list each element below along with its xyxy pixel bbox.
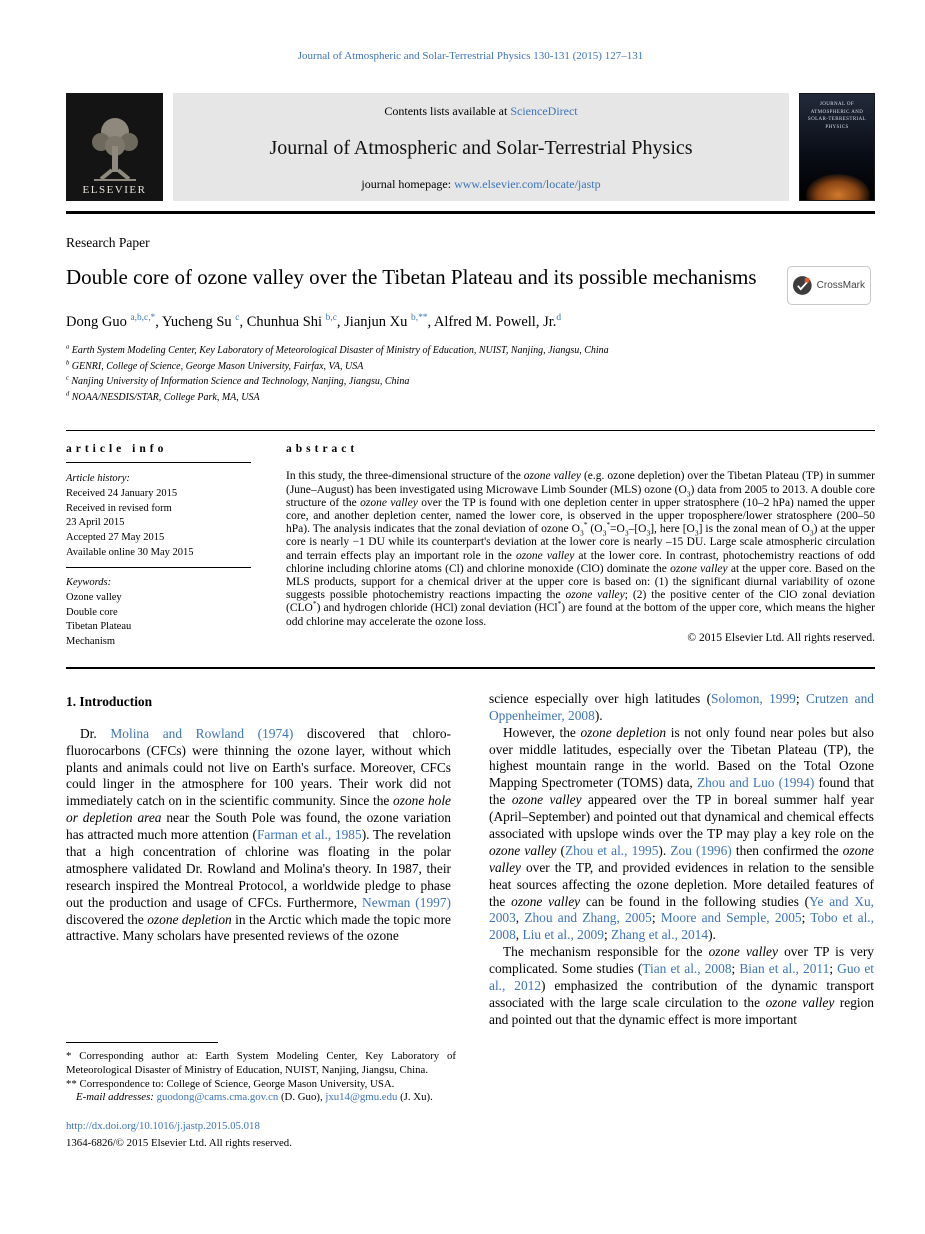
article-info-header: article info [66,443,168,456]
crossmark-label: CrossMark [816,280,865,291]
elsevier-logo-label: ELSEVIER [82,184,147,196]
link[interactable]: Liu et al., 2009 [522,927,604,943]
link[interactable]: d [556,313,562,324]
divider [66,462,251,463]
info-section-bottom-divider [66,667,875,669]
link[interactable]: Guo et al., 2012 [489,961,874,993]
link[interactable]: Newman (1997) [362,894,451,910]
link[interactable]: Zou (1996) [670,842,732,858]
abstract-copyright: © 2015 Elsevier Ltd. All rights reserved. [687,631,875,644]
article-body [66,691,875,1029]
article-title: Double core of ozone valley over the Tibetan Plateau and its possible mechanisms [66,265,757,289]
footnote-divider [66,1042,218,1043]
abstract-column [286,443,875,650]
body-paragraph: science especially over high latitudes (Solomon, 1999; Crutzen and Oppenheimer, 2008). [489,690,874,723]
body-column-left [66,691,451,1029]
history-line: 23 April 2015 [66,517,125,529]
keyword: Double core [66,606,118,618]
info-abstract-section [66,431,875,650]
link[interactable]: Tobo et al., 2008 [489,910,874,943]
link[interactable]: Tian et al., 2008 [642,961,732,977]
contents-line: Contents lists available at ScienceDirect [384,104,578,118]
affiliation-item: $^c$ Nanjing University of Information Science and Technology, Nanjing, Jiangsu, China [66,374,410,388]
link[interactable]: Solomon, 1999 [711,690,796,706]
keyword: Tibetan Plateau [66,621,132,633]
link[interactable]: Bian et al., 2011 [739,961,830,977]
link[interactable]: Zhou et al., 1995 [564,842,659,858]
link[interactable]: c [235,313,240,324]
history-line: Available online 30 May 2015 [66,546,194,558]
title-row [66,264,875,291]
history-line: Received in revised form [66,502,172,514]
body-paragraph: However, the ozone depletion is not only found near poles but also over middle latitudes, especially over the Tibetan Plateau (TP), the highest mountain range in the world. Based on the Total Ozone Mapping Spectrometer (TOMS) data, Zhou and Luo (1994) found that the ozone valley appeared over the TP in boreal summer half year (April–September) and pointed out that dynamical and chemical effects associated with upslope winds over the TP may play a key role on the ozone valley (Zhou et al., 1995). Zou (1996) then confirmed the ozone valley over the TP, and provided evidences in relation to the sensible heat sources affecting the ozone depletion. More detailed features of the ozone valley can be found in the following studies (Ye and Xu, 2003, Zhou and Zhang, 2005; Moore and Semple, 2005; Tobo et al., 2008, Liu et al., 2009; Zhang et al., 2014). [489,724,875,943]
journal-cover [799,93,875,201]
crossmark-badge[interactable] [787,266,871,305]
article-type-label: Research Paper [66,235,150,250]
authors-line: Dong Guo $^{a,b,c,*}$, Yucheng Su $^c$, Chunhua Shi $^{b,c}$, Jianjun Xu $^{b,**}$, Alfred M. Powell, Jr.$^d$ [66,313,562,331]
article-history [66,472,251,560]
abstract-text: In this study, the three-dimensional structure of the ozone valley (e.g. ozone depletion) over the Tibetan Plateau (TP) in summer (June–August) has been investigated using Microwave Limb Sounder (MLS) ozone $(O_3)$ data from 2005 to 2013. A double core structure of the ozone valley over the TP is found with one depletion center in upper stratosphere (10–2 hPa) named the upper core, and another depletion center, named the lower core, is observed in the upper troposphere/lower stratosphere (200–50 hPa). The analysis indicates that the zonal deviation of ozone $O_3^*$ ($O_3^*=O_3-[O_3]$, here $[O_3]$ is the zonal mean of $O_3$) at the upper core is nearly −1 DU while its counterpart's deviation at the lower core is nearly –15 DU. Large scale atmospheric circulation and terrain effects play an important role in the ozone valley at the lower core. In contrast, photochemistry reactions of odd chlorine including chlorine atoms (Cl) and chlorine monoxide (ClO) dominate the ozone valley at the upper core. Based on the MLS products, support for a chemical driver at the upper core is based on: (1) the significant diurnal variability of ozone suggests possible photochemistry reactions impacting the ozone valley; (2) the positive center of the ClO zonal deviation (CLO*) and hydrogen chloride (HCl) zonal deviation (HCl*) are found at the bottom of the upper core, which means the higher odd chlorine may accelerate the ozone loss. [286,470,875,628]
issn-copyright-line: 1364-6826/© 2015 Elsevier Ltd. All rights reserved. [66,1137,292,1150]
affiliation-item: $^b$ GENRI, College of Science, George Mason University, Fairfax, VA, USA [66,359,364,372]
section-heading-introduction: 1. Introduction [66,693,153,709]
affiliation-item: $^a$ Earth System Modeling Center, Key Laboratory of Meteorological Disaster of Ministry of Education, NUIST, Nanjing, Jiangsu, China [66,343,609,357]
divider [66,567,251,568]
link[interactable]: Zhang et al., 2014 [611,927,709,943]
intro-paragraph: Dr. Molina and Rowland (1974) discovered that chloro-fluorocarbons (CFCs) were thinning the ozone layer, without which plants and animals could not live on Earth's surface. Moreover, CFCs could linger in the atmosphere for 100 years. Their work did not immediately catch on in the scientific community. Since the ozone hole or depletion area near the South Pole was found, the ozone variation has attracted much more attention (Farman et al., 1985). The revelation that a high concentration of chlorine was floating in the polar atmosphere validated Dr. Rowland and Molina's theory. In 1987, their research inspired the Montreal Protocol, a worldwide pledge to phase out the production and usage of CFCs. Furthermore, Newman (1997) discovered the ozone depletion in the Arctic which made the topic more attractive. Many scholars have presented reviews of the ozone [66,725,451,944]
keywords-label: Keywords: [66,577,112,589]
affiliations [66,343,875,405]
history-line: Accepted 27 May 2015 [66,532,165,544]
masthead-divider [66,211,875,214]
sciencedirect-link[interactable]: ScienceDirect [510,104,578,118]
link[interactable]: Molina and Rowland (1974) [110,725,294,741]
keyword: Ozone valley [66,592,122,604]
corresponding-author-note: * Corresponding author at: Earth System Modeling Center, Key Laboratory of Meteorological Disaster of Ministry of Education, NUIST, Nanjing, Jiangsu, China. [66,1050,456,1076]
elsevier-tree-icon [88,112,142,182]
footnote-block [66,1042,456,1151]
journal-citation[interactable]: Journal of Atmospheric and Solar-Terrestrial Physics 130-131 (2015) 127–131 [297,50,644,62]
abstract-header: abstract [286,443,359,456]
link[interactable]: Farman et al., 1985 [256,827,362,843]
article-info-column [66,443,251,650]
email-addresses-line: E-mail addresses: guodong@cams.cma.gov.cn (D. Guo), jxu14@gmu.edu (J. Xu). [76,1091,433,1104]
masthead-banner [173,93,789,201]
link[interactable]: jxu14@gmu.edu [325,1091,398,1104]
cover-globe-image [806,174,870,201]
link[interactable]: b,c [325,313,337,324]
correspondence-note: ** Correspondence to: College of Science, George Mason University, USA. [66,1077,395,1090]
journal-homepage-link[interactable]: www.elsevier.com/locate/jastp [454,177,601,191]
elsevier-logo [66,93,163,201]
doi-block [66,1120,456,1151]
link[interactable]: Crutzen and Oppenheimer, 2008 [489,690,874,723]
link[interactable]: Ye and Xu, 2003 [489,893,874,926]
journal-title: Journal of Atmospheric and Solar-Terrestrial Physics [269,136,693,159]
history-label: Article history: [66,473,130,485]
history-line: Received 24 January 2015 [66,487,178,499]
affiliation-item: $^d$ NOAA/NESDIS/STAR, College Park, MA, USA [66,390,260,403]
homepage-line: journal homepage: www.elsevier.com/locate/jastp [361,177,601,191]
keyword: Mechanism [66,636,115,648]
journal-cover-title: JOURNAL OF ATMOSPHERIC AND SOLAR-TERRESTRIAL PHYSICS [807,102,867,130]
body-paragraph: The mechanism responsible for the ozone valley over TP is very complicated. Some studies (Tian et al., 2008; Bian et al., 2011; Guo et al., 2012) emphasized the contribution of the dynamic transport associated with the large scale circulation to the ozone valley region and pointed out that the dynamic effect is more important [489,944,874,1027]
link[interactable]: Zhou and Zhang, 2005 [524,910,652,926]
masthead [66,93,875,201]
link[interactable]: Moore and Semple, 2005 [660,910,802,926]
link[interactable]: Zhou and Luo (1994) [696,775,815,791]
link[interactable]: guodong@cams.cma.gov.cn [156,1091,279,1104]
link[interactable]: a,b,c,* [130,313,156,324]
body-column-right [489,691,874,1029]
link[interactable]: b,** [411,313,428,324]
doi-link[interactable]: http://dx.doi.org/10.1016/j.jastp.2015.05.018 [66,1120,260,1133]
keywords-block [66,576,251,649]
crossmark-icon [793,272,812,299]
